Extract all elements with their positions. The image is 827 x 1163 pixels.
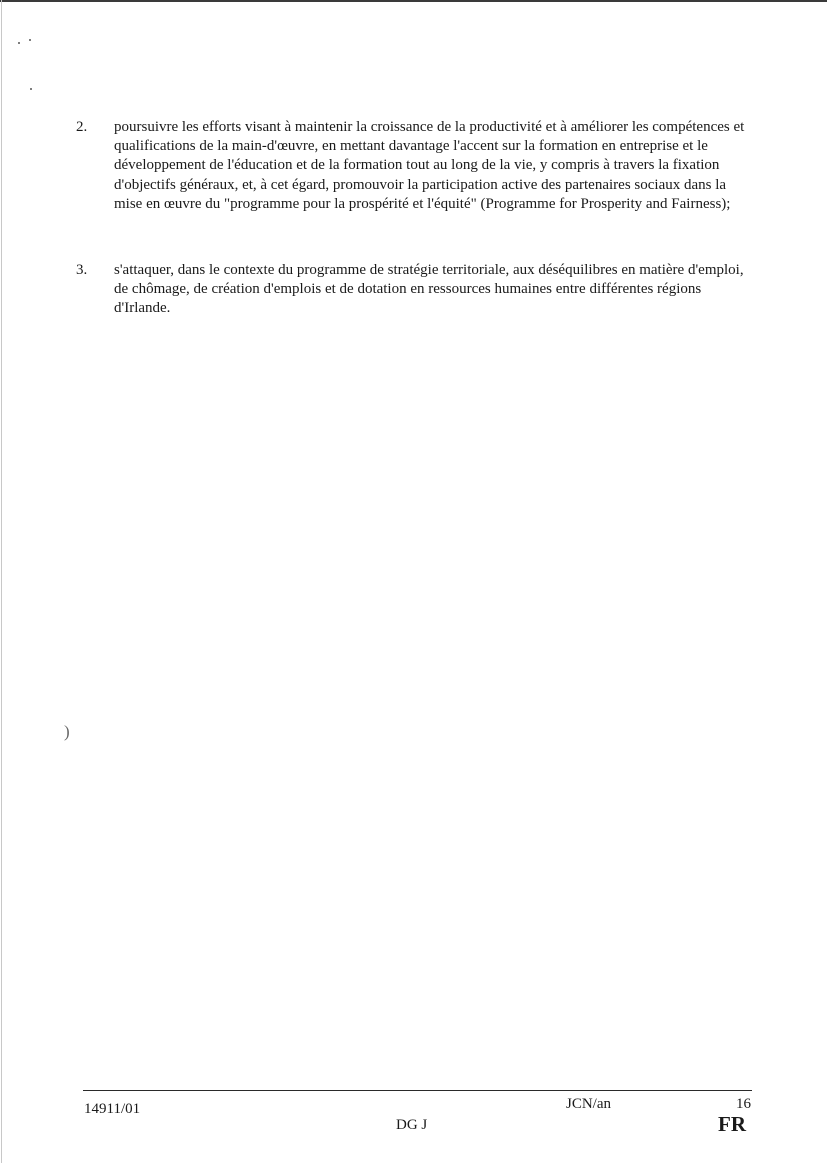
list-item-number: 2. — [76, 119, 88, 135]
author-initials: JCN/an — [566, 1096, 611, 1112]
list-item-text: poursuivre les efforts visant à maintenir la croissance de la productivité et à améliorer les compétences et qualifications de la main-d'œuvre, en mettant davantage l'accent sur la formation en entreprise et le développement de l'éducation et de la formation tout au long de la vie, y compris à travers la fixation d'objectifs généraux, et, à cet égard, promouvoir la participation active des partenaires sociaux dans la mise en œuvre du "programme pour la prospérité et l'équité" (Programme for Prosperity and Fairness); — [114, 119, 745, 212]
left-scan-border — [1, 0, 2, 1163]
page-number: 16 — [736, 1096, 751, 1112]
document-reference: 14911/01 — [84, 1101, 141, 1117]
list-item-text: s'attaquer, dans le contexte du programme de stratégie territoriale, aux déséquilibres en matière d'emploi, de chômage, de création d'emplois et de dotation en ressources humaines entre différentes régions d'Irlande. — [114, 262, 744, 317]
list-item-number: 3. — [76, 262, 88, 278]
scan-speck — [30, 88, 32, 90]
scan-speck — [18, 42, 20, 44]
department-code: DG J — [396, 1117, 428, 1133]
margin-mark: ) — [64, 722, 70, 741]
language-code: FR — [718, 1112, 746, 1136]
top-scan-border — [0, 0, 827, 2]
scan-speck — [29, 39, 31, 41]
footer-divider — [83, 1090, 752, 1091]
